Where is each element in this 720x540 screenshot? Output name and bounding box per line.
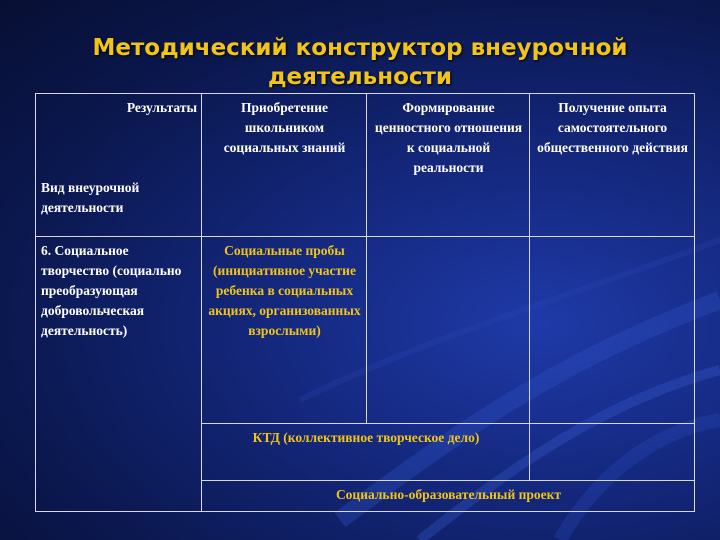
cell-empty — [367, 237, 530, 424]
constructor-table — [35, 93, 695, 512]
title-line-1: Методический конструктор внеурочной — [92, 35, 628, 61]
cell-social-trials: Социальные пробы (инициативное участие ребенка в социальных акциях, организованных взрослыми) — [202, 237, 367, 424]
slide-title — [0, 34, 720, 92]
header-value-attitude: Формирование ценностного отношения к социальной реальности — [367, 94, 530, 237]
cell-ktd: КТД (коллективное творческое дело) — [202, 424, 530, 481]
header-action-experience: Получение опыта самостоятельного общественного действия — [530, 94, 695, 237]
table-header-row — [36, 94, 695, 237]
row-label-social-creativity: 6. Социальное творчество (социально преобразующая добровольческая деятельность) — [36, 237, 202, 512]
header-social-knowledge: Приобретение школьником социальных знаний — [202, 94, 367, 237]
cell-project: Социально-образовательный проект — [202, 481, 695, 512]
header-results-label: Результаты — [126, 100, 197, 115]
cell-empty — [530, 237, 695, 424]
cell-empty — [530, 424, 695, 481]
title-line-2: деятельности — [267, 64, 453, 90]
header-activity-type-label: Вид внеурочной деятельности — [41, 180, 140, 215]
table-row — [36, 237, 695, 424]
header-corner-cell — [36, 94, 202, 237]
